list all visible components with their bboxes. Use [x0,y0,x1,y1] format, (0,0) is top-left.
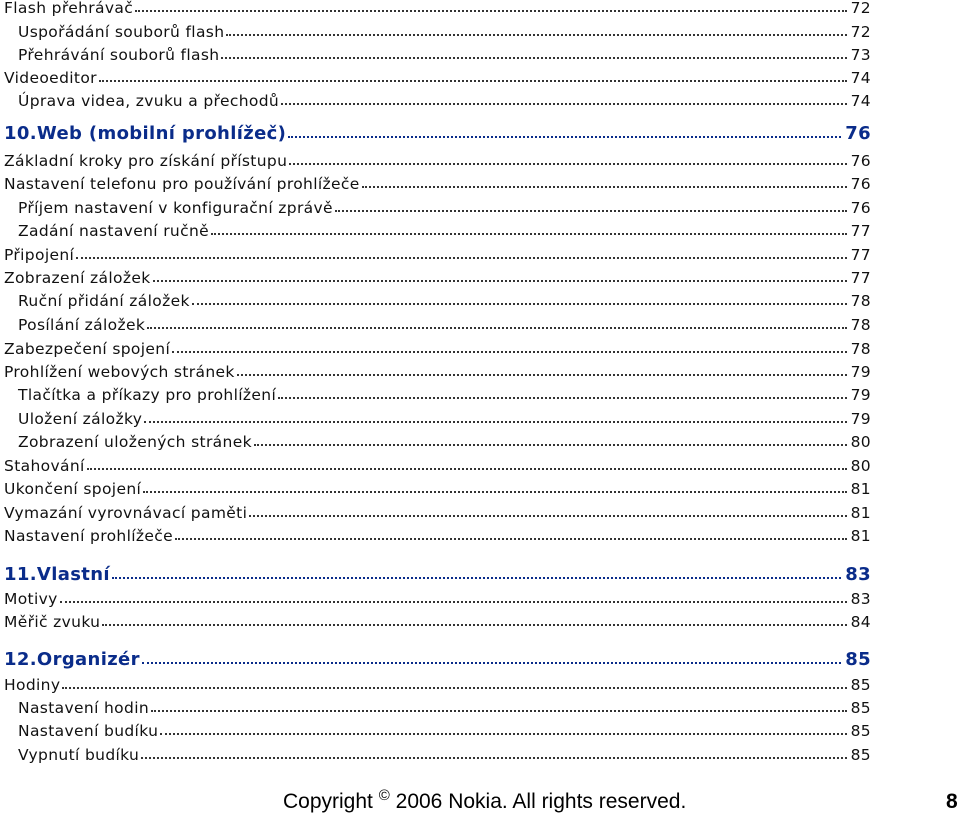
toc-dot-leader [147,327,846,329]
toc-entry-label: Stahování [4,456,85,475]
toc-entry-label: Nastavení telefonu pro používání prohlížeče [4,174,360,193]
toc-dot-leader [112,577,841,579]
toc-entry[interactable] [4,66,871,89]
toc-entry-page: 76 [850,198,871,217]
toc-entry-page: 80 [850,432,871,451]
toc-entry[interactable] [4,719,871,742]
toc-chapter-entry[interactable] [4,648,871,671]
toc-dot-leader [254,444,847,446]
toc-entry-label: 11.Vlastní [4,564,110,585]
toc-entry[interactable] [4,243,871,266]
toc-entry-label: Uložení záložky [18,409,143,428]
toc-entry[interactable] [4,743,871,766]
toc-entry-page: 72 [850,0,871,17]
toc-entry[interactable] [4,313,871,336]
toc-dot-leader [175,538,847,540]
toc-entry-label: Vypnutí budíku [18,745,140,764]
toc-entry-page: 85 [850,721,871,740]
toc-dot-leader [60,601,847,603]
toc-dot-leader [153,280,847,282]
toc-entry[interactable] [4,430,871,453]
toc-entry-page: 78 [850,291,871,310]
toc-dot-leader [142,662,841,664]
toc-entry[interactable] [4,0,871,19]
toc-entry-label: Základní kroky pro získání přístupu [4,151,288,170]
toc-entry-page: 79 [850,362,871,381]
toc-entry-label: Hodiny [4,675,61,694]
toc-entry[interactable] [4,219,871,242]
toc-entry[interactable] [4,43,871,66]
toc-entry-label: Uspořádání souborů flash [18,22,225,41]
toc-entry-label: Motivy [4,589,58,608]
toc-entry[interactable] [4,524,871,547]
toc-dot-leader [281,103,846,105]
toc-dot-leader [141,757,846,759]
toc-entry-label: Zobrazení záložek [4,268,151,287]
toc-entry-page: 73 [850,45,871,64]
toc-entry-label: 10.Web (mobilní prohlížeč) [4,123,287,144]
toc-entry-label: Zadání nastavení ručně [18,221,210,240]
toc-dot-leader [151,710,847,712]
toc-dot-leader [211,233,847,235]
toc-dot-leader [249,515,846,517]
toc-dot-leader [135,10,846,12]
toc-chapter-entry[interactable] [4,563,871,586]
toc-entry-page: 76 [845,123,871,144]
toc-entry[interactable] [4,337,871,360]
toc-entry[interactable] [4,477,871,500]
toc-entry[interactable] [4,454,871,477]
toc-entry-label: Nastavení hodin [18,698,150,717]
toc-entry-page: 79 [850,385,871,404]
toc-entry-label: Příjem nastavení v konfigurační zprávě [18,198,333,217]
toc-dot-leader [221,57,846,59]
toc-dot-leader [160,733,846,735]
toc-entry[interactable] [4,196,871,219]
toc-entry-label: Ukončení spojení [4,479,142,498]
toc-dot-leader [76,257,846,259]
toc-entry-page: 81 [850,526,871,545]
toc-entry-page: 79 [850,409,871,428]
toc-entry-label: Nastavení budíku [18,721,159,740]
toc-dot-leader [278,397,846,399]
toc-entry-label: Zabezpečení spojení [4,339,171,358]
toc-entry[interactable] [4,587,871,610]
toc-entry-page: 76 [850,151,871,170]
toc-entry-page: 72 [850,22,871,41]
page-number: 8 [946,790,958,813]
toc-entry-page: 85 [850,698,871,717]
toc-entry[interactable] [4,289,871,312]
copyright-text: 2006 Nokia. All rights reserved. [395,790,687,813]
toc-dot-leader [62,687,846,689]
toc-entry-label: Nastavení prohlížeče [4,526,174,545]
toc-dot-leader [87,468,847,470]
toc-entry[interactable] [4,149,871,172]
toc-entry[interactable] [4,383,871,406]
toc-dot-leader [335,210,847,212]
toc-entry-label: 12.Organizér [4,649,140,670]
toc-entry-label: Vymazání vyrovnávací paměti [4,503,248,522]
toc-entry-label: Flash přehrávač [4,0,134,17]
toc-entry-page: 83 [845,564,871,585]
toc-entry-page: 76 [850,174,871,193]
toc-dot-leader [143,491,846,493]
toc-dot-leader [172,351,846,353]
toc-dot-leader [362,186,847,188]
toc-chapter-entry[interactable] [4,122,871,145]
toc-entry[interactable] [4,696,871,719]
copyright-symbol: © [378,787,390,804]
toc-entry-label: Měřič zvuku [4,612,101,631]
toc-entry-label: Přehrávání souborů flash [18,45,220,64]
toc-entry-page: 81 [850,503,871,522]
toc-entry-label: Tlačítka a příkazy pro prohlížení [18,385,277,404]
toc-entry-page: 80 [850,456,871,475]
toc-entry[interactable] [4,360,871,383]
toc-entry-label: Videoeditor [4,68,97,87]
copyright-footer [283,787,687,814]
toc-entry-label: Posílání záložek [18,315,146,334]
toc-entry-page: 74 [850,68,871,87]
toc-entry[interactable] [4,20,871,43]
toc-entry-label: Připojení [4,245,75,264]
toc-entry[interactable] [4,673,871,696]
toc-entry-page: 77 [850,221,871,240]
toc-entry-page: 77 [850,268,871,287]
toc-dot-leader [288,136,841,138]
toc-entry[interactable] [4,89,871,112]
toc-dot-leader [289,163,846,165]
toc-entry-label: Ruční přidání záložek [18,291,190,310]
toc-dot-leader [102,624,846,626]
toc-entry[interactable] [4,407,871,430]
toc-entry-page: 81 [850,479,871,498]
toc-entry-page: 78 [850,315,871,334]
toc-entry-page: 83 [850,589,871,608]
copyright-prefix: Copyright [283,790,373,813]
toc-entry-page: 74 [850,91,871,110]
toc-entry-page: 77 [850,245,871,264]
toc-dot-leader [226,34,846,36]
toc-dot-leader [99,80,847,82]
toc-entry-page: 85 [850,745,871,764]
toc-entry-page: 85 [845,649,871,670]
toc-entry-page: 78 [850,339,871,358]
toc-entry-page: 85 [850,675,871,694]
toc-entry-label: Prohlížení webových stránek [4,362,235,381]
toc-entry[interactable] [4,172,871,195]
toc-entry[interactable] [4,266,871,289]
toc-entry-label: Zobrazení uložených stránek [18,432,252,451]
toc-dot-leader [237,374,847,376]
toc-entry-page: 84 [850,612,871,631]
toc-dot-leader [144,421,846,423]
toc-dot-leader [192,303,847,305]
toc-entry[interactable] [4,610,871,633]
toc-entry[interactable] [4,501,871,524]
toc-entry-label: Úprava videa, zvuku a přechodů [18,91,280,110]
